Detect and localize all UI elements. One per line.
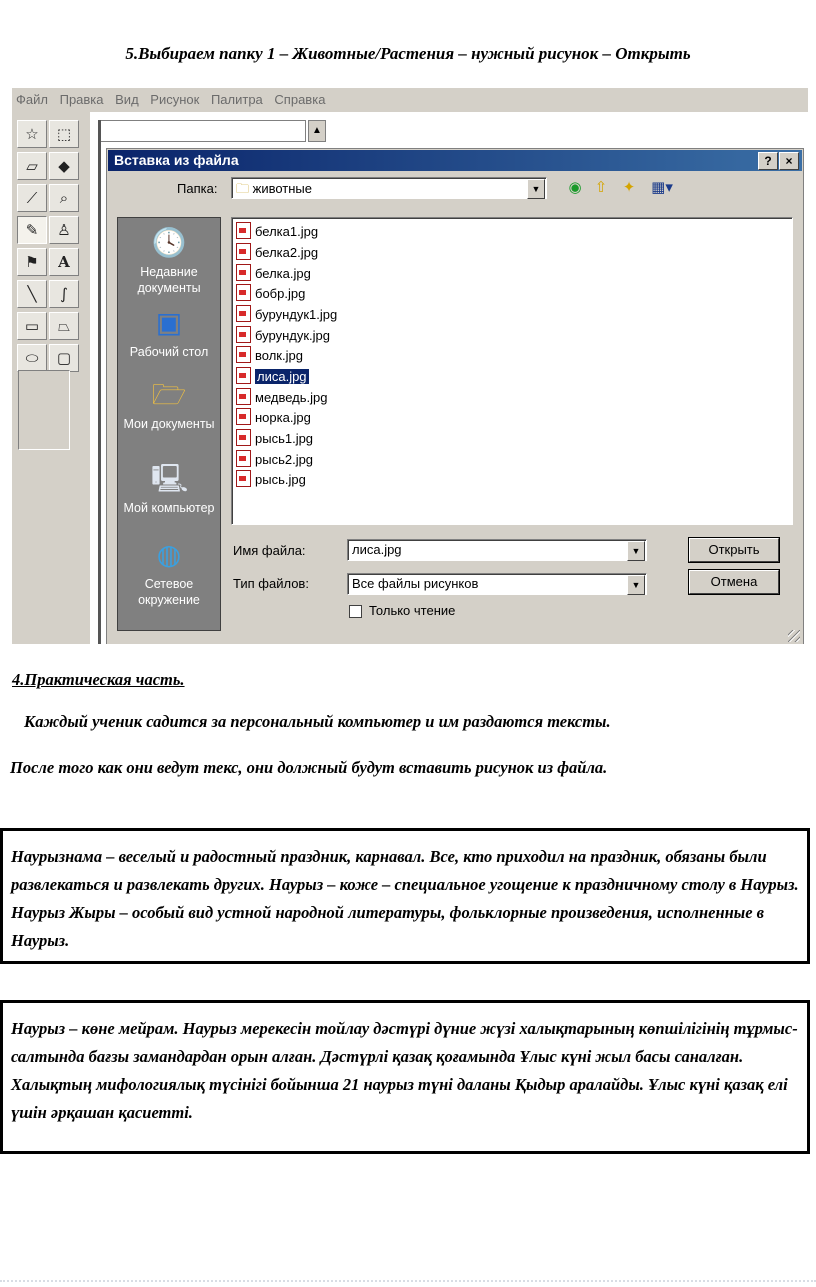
file-name: белка1.jpg (255, 224, 319, 239)
filename-input[interactable] (347, 539, 647, 561)
dialog-titlebar[interactable] (108, 150, 802, 171)
chevron-down-icon[interactable]: ▼ (627, 575, 645, 595)
free-select-icon[interactable]: ☆ (17, 120, 47, 148)
image-file-icon (236, 470, 251, 487)
menu-help[interactable]: Справка (274, 92, 326, 107)
readonly-checkbox[interactable] (349, 605, 362, 618)
menu-edit[interactable]: Правка (59, 92, 104, 107)
text-box-kazakh (0, 1000, 810, 1154)
curve-icon[interactable]: ∫ (49, 280, 79, 308)
menu-palette[interactable]: Палитра (210, 92, 263, 107)
open-button[interactable]: Открыть (689, 538, 779, 562)
magnifier-icon[interactable]: ⌕ (49, 184, 79, 212)
image-file-icon (236, 305, 251, 322)
fill-icon[interactable]: ◆ (49, 152, 79, 180)
place-desktop[interactable] (118, 306, 220, 360)
close-button[interactable]: × (779, 152, 799, 170)
place-my-documents-label: Мои документы (123, 417, 215, 431)
back-icon[interactable]: ◉ (568, 178, 582, 196)
file-name: медведь.jpg (255, 390, 328, 405)
list-item[interactable] (236, 264, 311, 283)
image-file-icon (236, 367, 251, 384)
filetype-value: Все файлы рисунков (352, 576, 479, 591)
list-item[interactable] (236, 284, 305, 303)
menu-view[interactable]: Вид (115, 92, 139, 107)
text-box-russian (0, 828, 810, 964)
resize-grip-icon[interactable] (788, 630, 800, 642)
paint-menubar (12, 88, 808, 112)
list-item[interactable] (236, 305, 337, 324)
polygon-icon[interactable]: ⏢ (49, 312, 79, 340)
list-item-selected[interactable] (236, 367, 309, 386)
place-desktop-label: Рабочий стол (129, 345, 209, 359)
filetype-select[interactable] (347, 573, 647, 595)
file-name: норка.jpg (255, 410, 311, 425)
image-file-icon (236, 326, 251, 343)
folder-icon: 🗀 (236, 181, 250, 196)
color-picker-icon[interactable]: ⟋ (17, 184, 47, 212)
up-folder-icon[interactable]: ⇧ (594, 178, 608, 196)
place-network[interactable] (118, 538, 220, 608)
canvas-border (98, 120, 101, 644)
desktop-icon: ▣ (155, 306, 183, 339)
box1-text: Наурызнама – веселый и радостный праздник, карнавал. Все, кто приходил на праздник, обязаны были развлекаться и развлекать других. Наурыз – коже – специальное угощение к праздничному столу в Наурыз. Наурыз Жыры – особый вид устной народной литературы, фольклорные произведения, исполненные в Наурыз. (11, 847, 799, 950)
filetype-label: Тип файлов: (233, 576, 309, 591)
list-item[interactable] (236, 346, 303, 365)
list-item[interactable] (236, 470, 306, 489)
folder-value: животные (252, 181, 313, 196)
paragraph-2: После того как они ведут текс, они должный будут вставить рисунок из файла. (10, 758, 608, 777)
line-icon[interactable]: ╲ (17, 280, 47, 308)
paint-toolbox (12, 112, 90, 644)
list-item[interactable] (236, 450, 313, 469)
list-item[interactable] (236, 429, 313, 448)
menu-file[interactable]: Файл (16, 92, 48, 107)
list-item[interactable] (236, 222, 318, 241)
help-button[interactable]: ? (758, 152, 778, 170)
recent-documents-icon: 🕓 (151, 226, 187, 259)
step-5-heading: 5.Выбираем папку 1 – Животные/Растения – нужный рисунок – Открыть (125, 44, 691, 63)
eraser-icon[interactable]: ▱ (17, 152, 47, 180)
dialog-title: Вставка из файла (114, 152, 239, 168)
place-my-computer[interactable] (118, 462, 220, 516)
list-item[interactable] (236, 243, 318, 262)
page-bottom-divider (0, 1280, 816, 1282)
new-folder-icon[interactable]: ✦ (622, 178, 636, 196)
image-file-icon (236, 264, 251, 281)
box2-text: Наурыз – көне мейрам. Наурыз мерекесін тойлау дәстүрі дүние жүзі халықтарының көпшілігінің тұрмыс-салтында бағзы замандардан орын алған. Дәстүрлі қазақ қоғамында Ұлыс күні жыл басы саналған. Халықтың мифологиялық түсінігі бойынша 21 наурыз түні даланы Қыдыр аралайды. Ұлыс күні қазақ елі үшін әрқашан қасиетті. (11, 1019, 798, 1122)
image-file-icon (236, 222, 251, 239)
place-my-documents[interactable] (118, 378, 220, 432)
folder-label: Папка: (177, 181, 218, 196)
file-list[interactable] (231, 217, 793, 525)
rectangle-icon[interactable]: ▭ (17, 312, 47, 340)
file-name: белка2.jpg (255, 245, 319, 260)
image-file-icon (236, 429, 251, 446)
place-my-computer-label: Мой компьютер (123, 501, 215, 515)
list-item[interactable] (236, 388, 328, 407)
file-name: рысь2.jpg (255, 452, 314, 467)
image-file-icon (236, 243, 251, 260)
my-documents-icon: 🗁 (151, 378, 187, 411)
readonly-label: Только чтение (369, 603, 456, 618)
pencil-icon[interactable]: ✎ (17, 216, 47, 244)
image-file-icon (236, 346, 251, 363)
file-name: лиса.jpg (257, 369, 307, 384)
file-name: рысь.jpg (255, 472, 306, 487)
section-4-title: 4.Практическая часть. (12, 670, 185, 689)
brush-icon[interactable]: ♙ (49, 216, 79, 244)
file-name: волк.jpg (255, 348, 303, 363)
places-bar (117, 217, 221, 631)
rect-select-icon[interactable]: ⬚ (49, 120, 79, 148)
my-computer-icon: 🖳 (151, 462, 189, 495)
cancel-button[interactable]: Отмена (689, 570, 779, 594)
file-name: белка.jpg (255, 266, 311, 281)
rounded-rectangle-icon[interactable]: ▢ (49, 344, 79, 372)
chevron-down-icon[interactable]: ▼ (627, 541, 645, 561)
insert-from-file-dialog (106, 148, 804, 644)
image-file-icon (236, 450, 251, 467)
view-menu-icon[interactable]: ▦▾ (651, 178, 673, 196)
image-file-icon (236, 284, 251, 301)
image-file-icon (236, 408, 251, 425)
font-scroll-icon[interactable]: ▲ (308, 120, 326, 142)
place-recent[interactable] (118, 226, 220, 296)
list-item[interactable] (236, 326, 330, 345)
file-name: бурундук1.jpg (255, 307, 338, 322)
image-file-icon (236, 388, 251, 405)
list-item[interactable] (236, 408, 311, 427)
folder-select[interactable] (231, 177, 547, 199)
menu-image[interactable]: Рисунок (150, 92, 200, 107)
file-name: бобр.jpg (255, 286, 306, 301)
place-network-label: Сетевое окружение (138, 577, 200, 607)
file-name: бурундук.jpg (255, 328, 331, 343)
text-tool-icon[interactable]: A (49, 248, 79, 276)
tool-options-box[interactable] (18, 370, 70, 450)
filename-value: лиса.jpg (352, 542, 402, 557)
chevron-down-icon[interactable]: ▼ (527, 179, 545, 199)
network-icon: ◍ (156, 538, 182, 571)
filename-label: Имя файла: (233, 543, 306, 558)
airbrush-icon[interactable]: ⚑ (17, 248, 47, 276)
font-name-box[interactable] (100, 120, 306, 142)
paragraph-1: Каждый ученик садится за персональный компьютер и им раздаются тексты. (24, 712, 611, 731)
place-recent-label: Недавние документы (137, 265, 201, 295)
file-name: рысь1.jpg (255, 431, 314, 446)
paint-screenshot (12, 88, 808, 644)
ellipse-icon[interactable]: ⬭ (17, 344, 47, 372)
